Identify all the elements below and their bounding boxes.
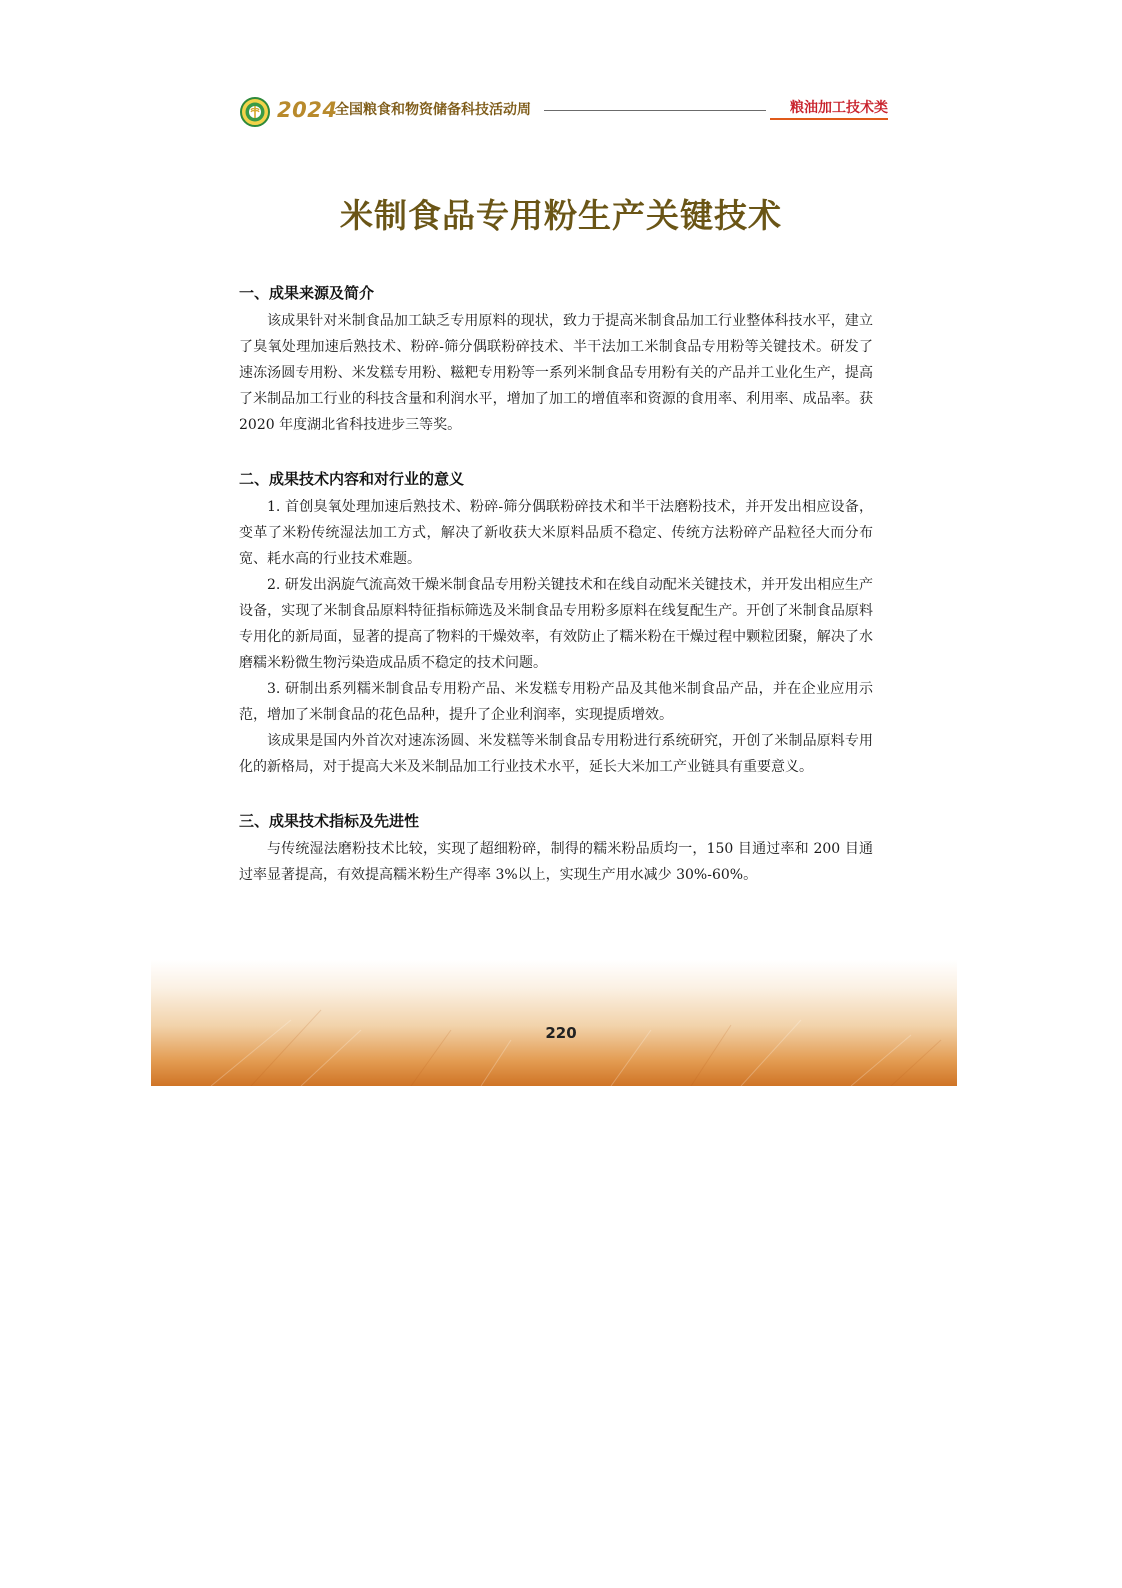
document-title: 米制食品专用粉生产关键技术 [340, 196, 782, 235]
section-tech-content [239, 468, 873, 780]
page-header [240, 94, 888, 128]
grain-emblem-icon [240, 97, 270, 127]
section-source-intro [239, 282, 873, 438]
header-divider [544, 110, 766, 111]
section-paragraph: 1. 首创臭氧处理加速后熟技术、粉碎-筛分偶联粉碎技术和半干法磨粉技术，并开发出相应设备，变革了米粉传统湿法加工方式，解决了新收获大米原料品质不稳定、传统方法粉碎产品粒径大而分布宽、耗水高的行业技术难题。 [239, 499, 873, 567]
section-heading: 三、成果技术指标及先进性 [239, 812, 420, 830]
section-paragraph: 3. 研制出系列糯米制食品专用粉产品、米发糕专用粉产品及其他米制食品产品，并在企业应用示范，增加了米制食品的花色品种，提升了企业利润率，实现提质增效。 [239, 681, 873, 723]
section-tech-indicators [239, 810, 873, 888]
section-heading: 二、成果技术内容和对行业的意义 [239, 470, 465, 488]
header-category: 粮油加工技术类 [790, 100, 888, 116]
header-year: 2024 [277, 98, 338, 122]
section-paragraph: 该成果针对米制食品加工缺乏专用原料的现状，致力于提高米制食品加工行业整体科技水平，建立了臭氧处理加速后熟技术、粉碎-筛分偶联粉碎技术、半干法加工米制食品专用粉等关键技术。研发了速冻汤圆专用粉、米发糕专用粉、糍粑专用粉等一系列米制食品专用粉有关的产品并工业化生产，提高了米制品加工行业的科技含量和利润水平，增加了加工的增值率和资源的食用率、利用率、成品率。获 2020 年度湖北省科技进步三等奖。 [239, 313, 873, 433]
section-paragraph: 该成果是国内外首次对速冻汤圆、米发糕等米制食品专用粉进行系统研究，开创了米制品原料专用化的新格局，对于提高大米及米制品加工行业技术水平，延长大米加工产业链具有重要意义。 [239, 733, 873, 775]
document-body [239, 282, 873, 918]
section-paragraph: 与传统湿法磨粉技术比较，实现了超细粉碎，制得的糯米粉品质均一，150 目通过率和 200 目通过率显著提高，有效提高糯米粉生产得率 3%以上，实现生产用水减少 30%-60%。 [239, 841, 873, 883]
header-event-title: 全国粮食和物资储备科技活动周 [335, 102, 531, 118]
header-category-underline [770, 118, 888, 120]
page-number: 220 [545, 1024, 577, 1042]
section-paragraph: 2. 研发出涡旋气流高效干燥米制食品专用粉关键技术和在线自动配米关键技术，并开发出相应生产设备，实现了米制食品原料特征指标筛选及米制食品专用粉多原料在线复配生产。开创了米制食品原料专用化的新局面，显著的提高了物料的干燥效率，有效防止了糯米粉在干燥过程中颗粒团聚，解决了水磨糯米粉微生物污染造成品质不稳定的技术问题。 [239, 577, 873, 671]
section-heading: 一、成果来源及简介 [239, 284, 375, 302]
